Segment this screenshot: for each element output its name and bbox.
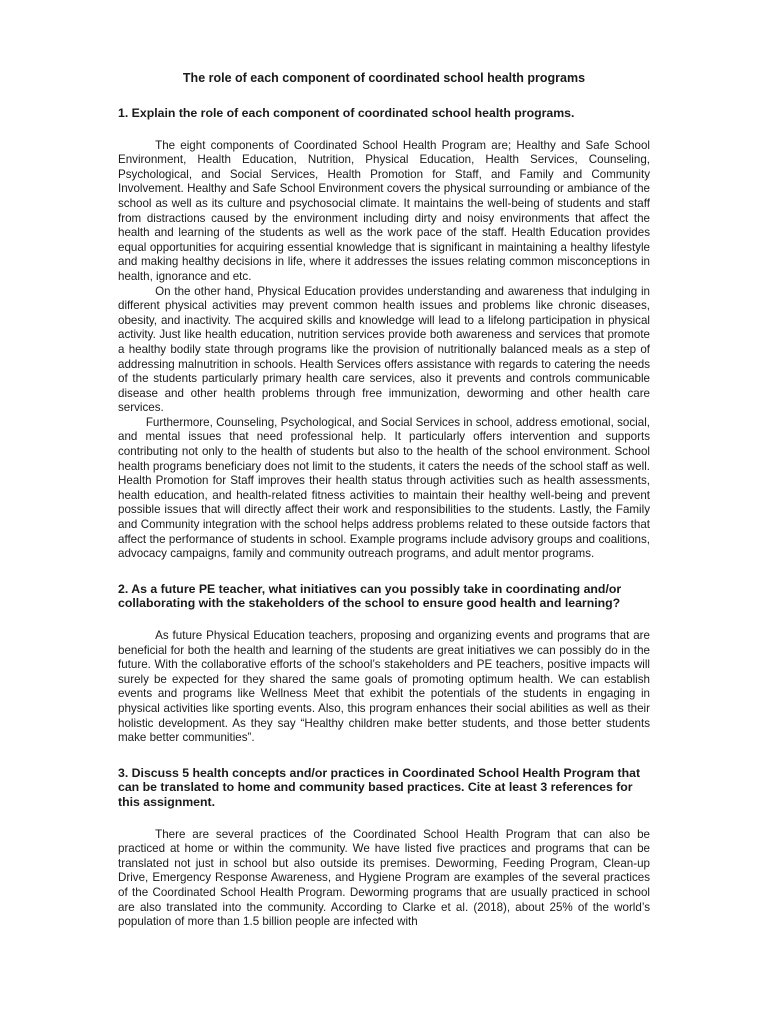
question-3-heading: 3. Discuss 5 health concepts and/or practices in Coordinated School Health Program that can be translated to home and community based practices. Cite at least 3 references for this assignment.	[118, 765, 641, 809]
answer-1-paragraph-2: On the other hand, Physical Education provides understanding and awareness that indulging in different physical activities may prevent common health issues and problems like chronic diseases, obesity, and inactivity. The acquired skills and knowledge will lead to a lifelong participation in physical activity. Just like health education, nutrition services provide both awareness and services that promote a healthy bodily state through programs like the provision of nutritionally balanced meals as a step of addressing malnutrition in schools. Health Services offers assistance with regards to catering the needs of the students particularly primary health care services, also it prevents and controls communicable disease and other health problems through free immunization, deworming and other health care services.	[118, 284, 650, 415]
document-title: The role of each component of coordinated school health programs	[182, 71, 586, 85]
question-2-heading: 2. As a future PE teacher, what initiatives can you possibly take in coordinating and/or collaborating with the stakeholders of the school to ensure good health and learning?	[118, 581, 622, 611]
question-1-heading: 1. Explain the role of each component of coordinated school health programs.	[118, 106, 575, 120]
answer-2-paragraph-1: As future Physical Education teachers, proposing and organizing events and programs that are beneficial for both the health and learning of the students are great initiatives we can possibly do in the future. With the collaborative efforts of the school’s stakeholders and PE teachers, positive impacts will surely be expected for they shared the same goals of promoting optimum health. We can establish events and programs like Wellness Meet that exhibit the potentials of the students in engaging in physical activities like sporting events. Also, this program enhances their social abilities as well as their holistic development. As they say “Healthy children make better students, and those better students make better communities”.	[118, 629, 650, 745]
answer-1-paragraph-1: The eight components of Coordinated School Health Program are; Healthy and Safe School Environment, Health Education, Nutrition, Physical Education, Health Services, Counseling, Psychological, and Social Services, Health Promotion for Staff, and Family and Community Involvement. Healthy and Safe School Environment covers the physical surrounding or ambiance of the school as well as its culture and psychosocial climate. It maintains the well-being of students and staff from distractions caused by the environment including dirty and noisy environments that affect the health and learning of the students as well as the work pace of the staff. Health Education provides equal opportunities for acquiring essential knowledge that is significant in maintaining a healthy lifestyle and making healthy decisions in life, where it addresses the issues relating common misconceptions in health, ignorance and etc.	[118, 138, 650, 283]
answer-3-paragraph-1: There are several practices of the Coordinated School Health Program that can also be practiced at home or within the community. We have listed five practices and programs that can be translated not just in school but also outside its premises. Deworming, Feeding Program, Clean-up Drive, Emergency Response Awareness, and Hygiene Program are examples of the several practices of the Coordinated School Health Program. Deworming programs that are usually practiced in school are also translated into the community. According to Clarke et al. (2018), about 25% of the world’s population of more than 1.5 billion people are infected with	[118, 827, 650, 929]
answer-1-paragraph-3: Furthermore, Counseling, Psychological, and Social Services in school, address emotional, social, and mental issues that need professional help. It particularly offers intervention and supports contributing not only to the health of students but also to the health of the school environment. School health programs beneficiary does not limit to the students, it caters the needs of the school staff as well. Health Promotion for Staff improves their health status through activities such as health assessments, health education, and health-related fitness activities to maintain their healthy well-being and prevent possible issues that will directly affect their work and responsibilities to the students. Lastly, the Family and Community integration with the school helps address problems related to these outside factors that affect the performance of students in school. Example programs include advisory groups and coalitions, advocacy campaigns, family and community outreach programs, and adult mentor programs.	[118, 415, 650, 561]
